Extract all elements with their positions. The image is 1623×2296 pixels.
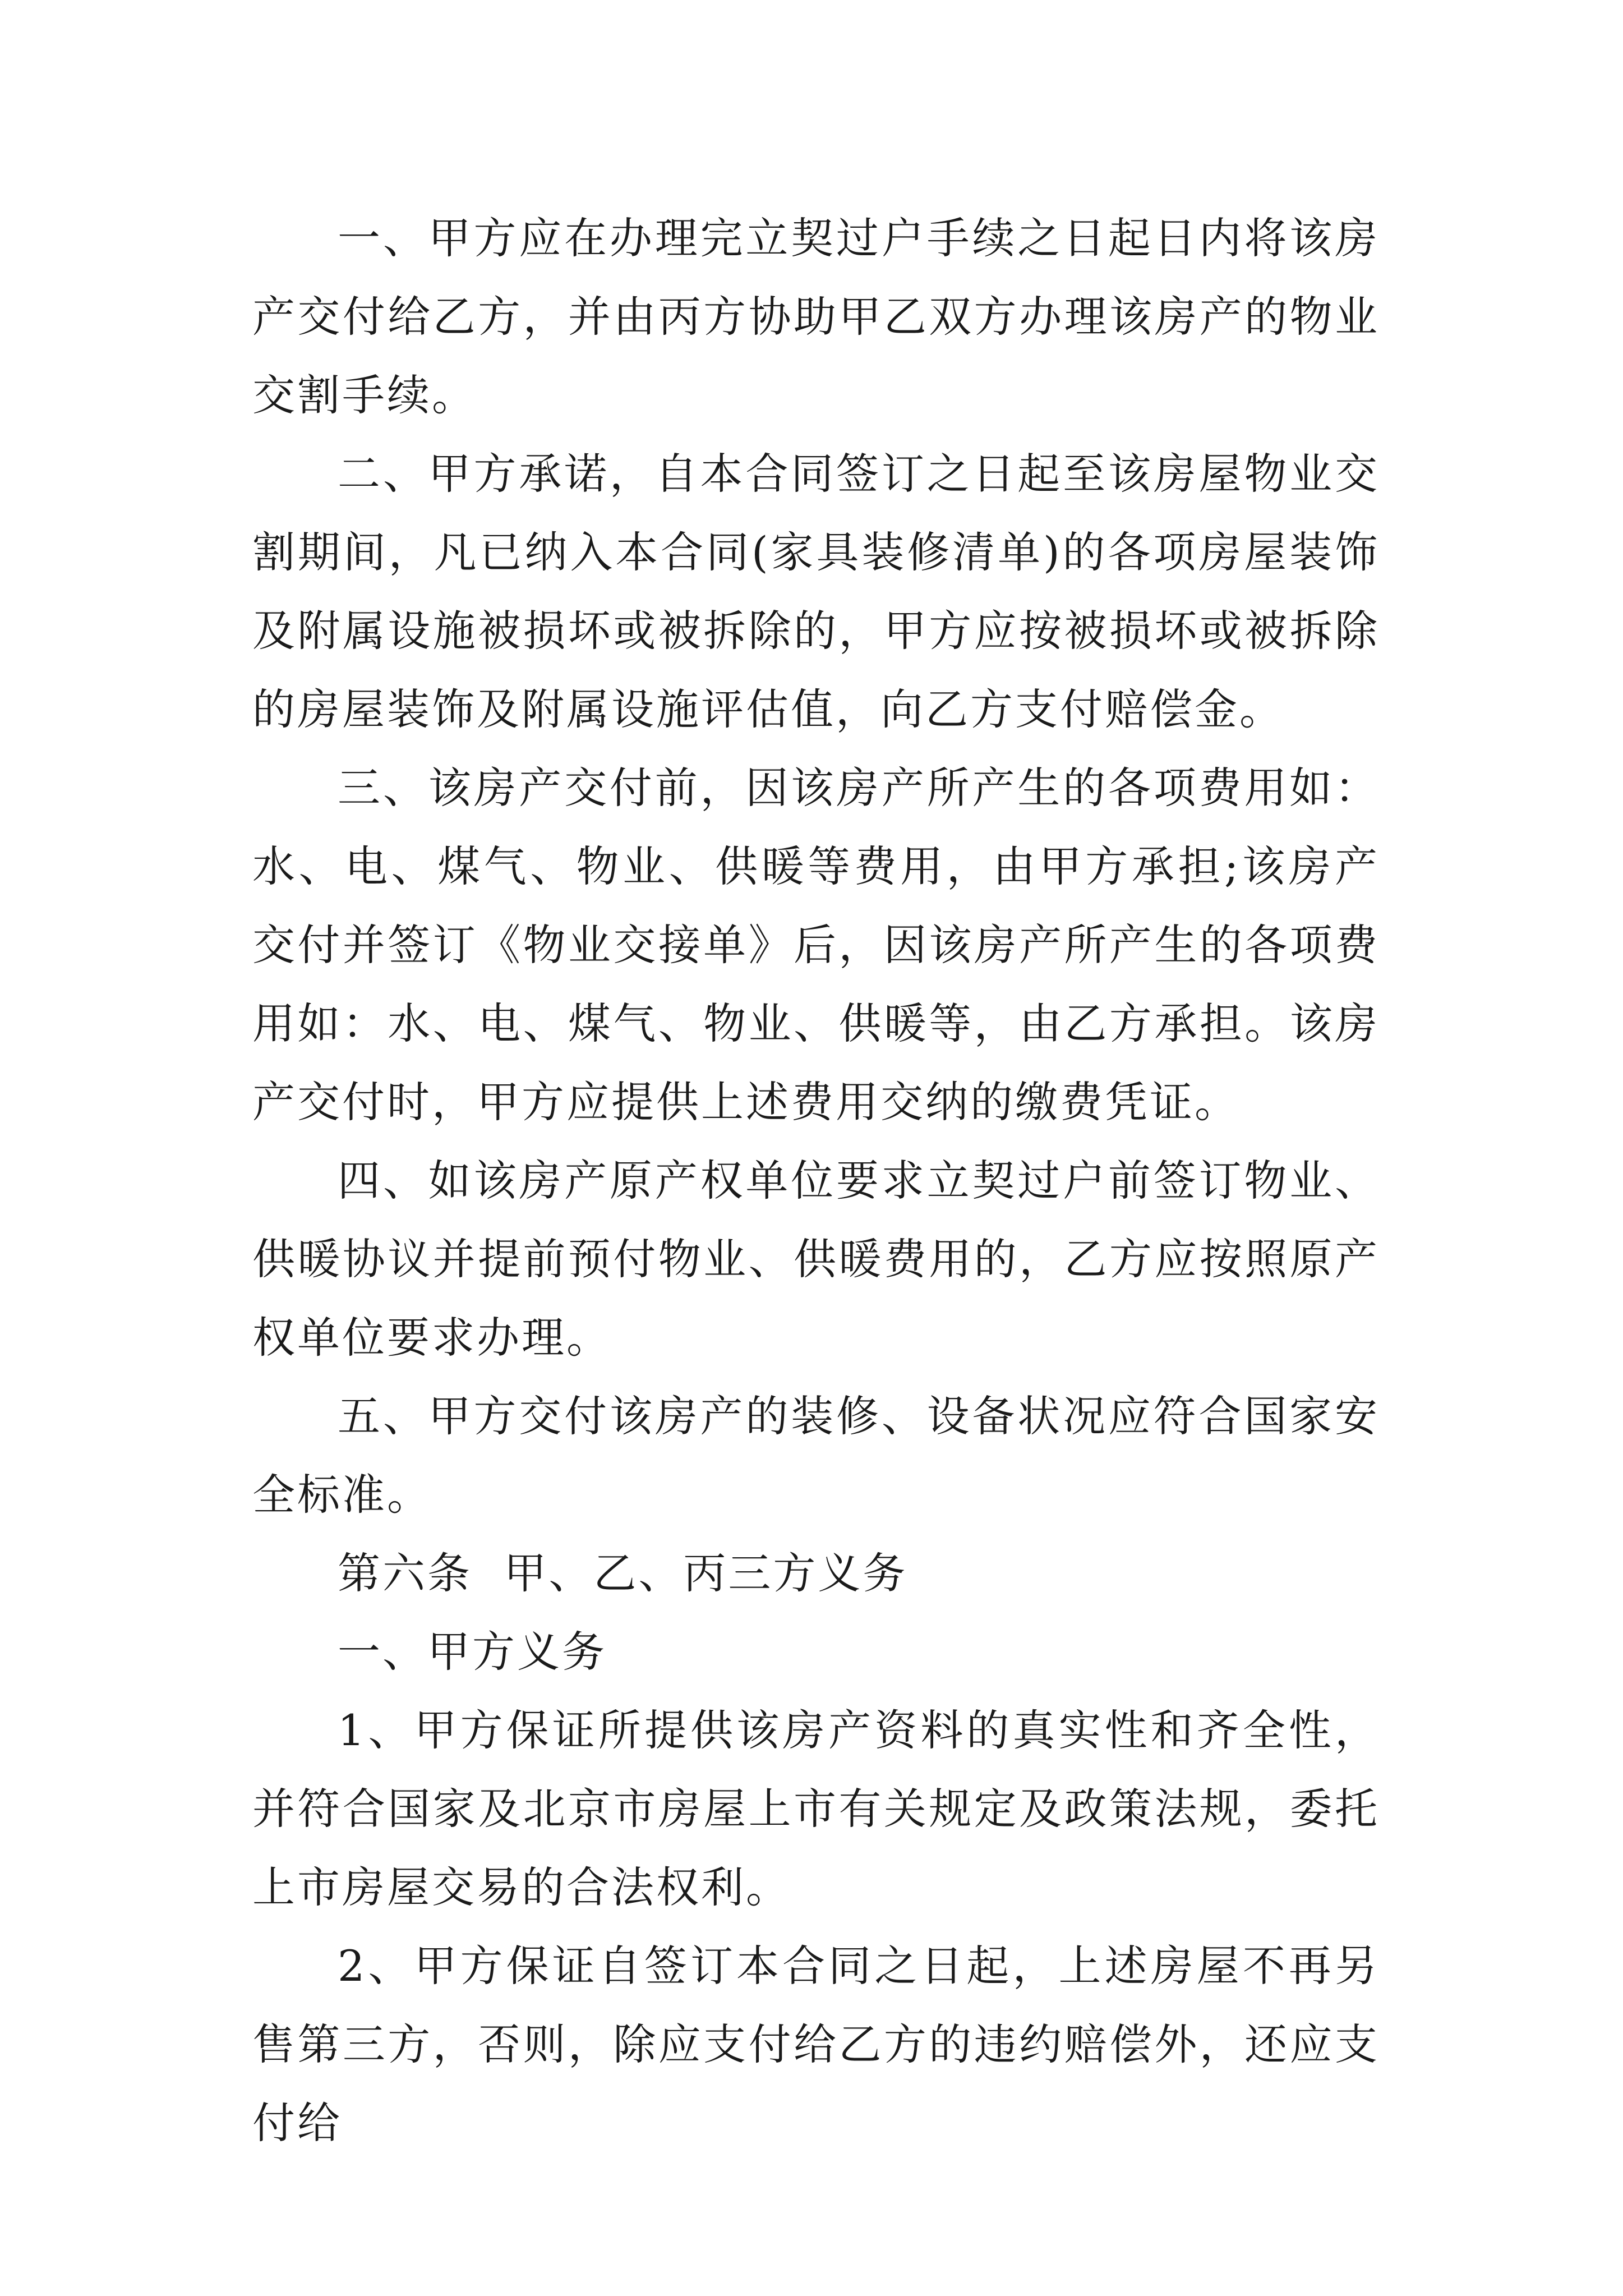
paragraph-obligation-2: 2、甲方保证自签订本合同之日起，上述房屋不再另售第三方，否则，除应支付给乙方的违约赔偿外，还应支付给 [252,1941,1380,2148]
paragraph-obligation-1: 1、甲方保证所提供该房产资料的真实性和齐全性，并符合国家及北京市房屋上市有关规定及政策法规，委托上市房屋交易的合法权利。 [252,1705,1380,1912]
document-body [252,199,1380,2162]
paragraph-damage-compensation: 二、甲方承诺，自本合同签订之日起至该房屋物业交割期间，凡已纳入本合同(家具装修清单)的各项房屋装饰及附属设施被损坏或被拆除的，甲方应按被损坏或被拆除的房屋装饰及附属设施评估值，向乙方支付赔偿金。 [252,449,1380,734]
paragraph-safety-standard: 五、甲方交付该房产的装修、设备状况应符合国家安全标准。 [252,1391,1380,1520]
party-a-obligations-heading: 一、甲方义务 [338,1627,607,1677]
paragraph-property-unit-requirements: 四、如该房产原产权单位要求立契过户前签订物业、供暖协议并提前预付物业、供暖费用的，乙方应按照原产权单位要求办理。 [252,1156,1380,1363]
article-six-heading: 第六条 甲、乙、丙三方义务 [338,1548,908,1598]
paragraph-fees-before-delivery: 三、该房产交付前，因该房产所产生的各项费用如：水、电、煤气、物业、供暖等费用，由甲方承担;该房产交付并签订《物业交接单》后，因该房产所产生的各项费用如：水、电、煤气、物业、供暖等，由乙方承担。该房产交付时，甲方应提供上述费用交纳的缴费凭证。 [252,763,1380,1127]
paragraph-delivery-clause: 一、甲方应在办理完立契过户手续之日起日内将该房产交付给乙方，并由丙方协助甲乙双方办理该房产的物业交割手续。 [252,213,1380,420]
